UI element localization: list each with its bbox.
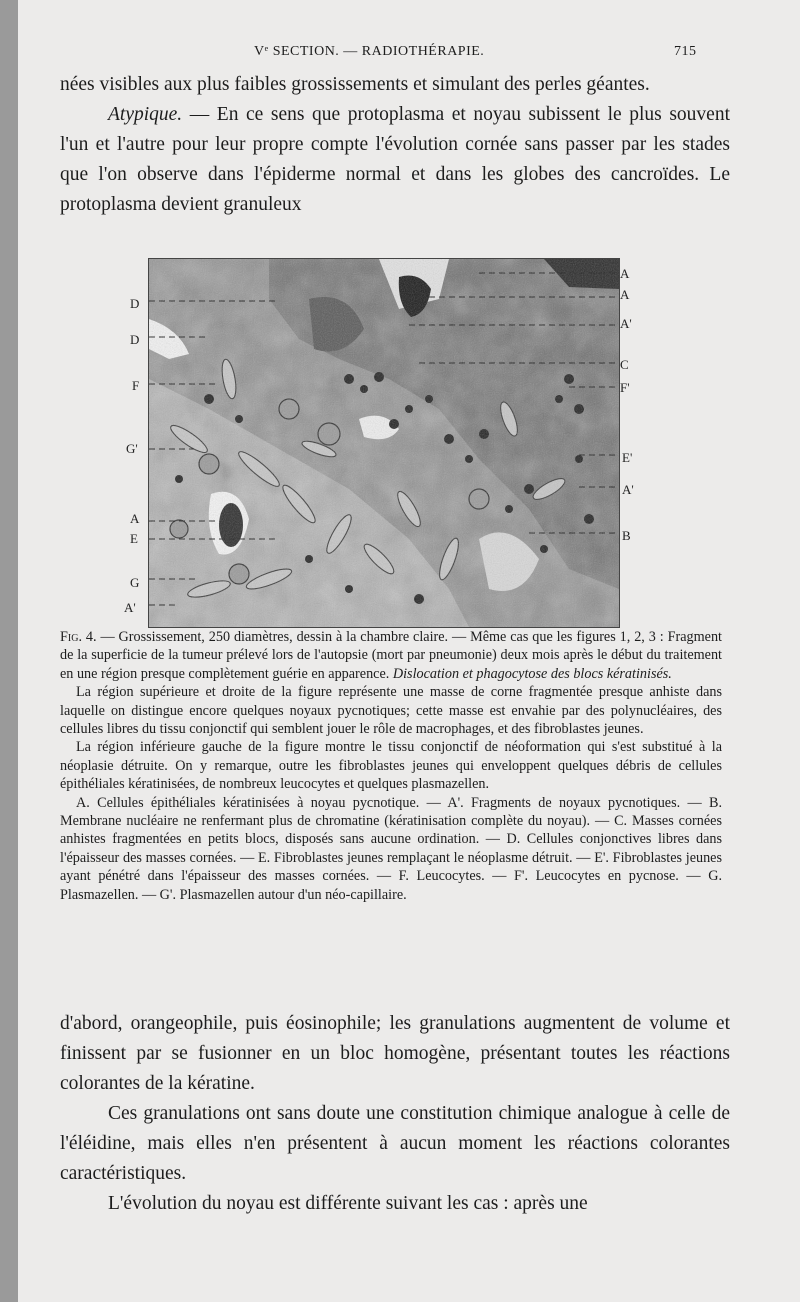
caption-legend: A. Cellules épithéliales kératinisées à noyau pycnotique. — A'. Fragments de noyaux pycnotiques. — B. Membrane nucléaire ne renfermant plus de chromatine (kératinisation complète du noyau). — C. Masses cornées anhistes fragmentées en petits blocs, disposés sans aucune ordination. — D. Cellules conjonctives libres dans l'épaisseur des masses cornées. — E. Fibroblastes jeunes remplaçant le néoplasme détruit. — E'. Fibroblastes jeunes ayant pénétré dans l'épaisseur des masses cornées. — F. Leucocytes. — F'. Leucocytes en pycnose. — G. Plasmazellen. — G'. Plasmazellen autour d'un néo-capillaire. xyxy=(60,794,722,903)
paragraph: L'évolution du noyau est différente suivant les cas : après une xyxy=(108,1193,588,1214)
figure-label-left: D xyxy=(130,296,140,311)
micrograph-drawing xyxy=(149,259,619,627)
figure-label-left: F xyxy=(132,378,140,393)
figure-caption xyxy=(60,628,722,904)
book-page xyxy=(18,0,800,1302)
figure-label-left: E xyxy=(130,531,138,546)
figure-label-right: E' xyxy=(622,450,633,465)
body-text-bottom xyxy=(60,1009,730,1219)
figure-label-left: G' xyxy=(126,441,138,456)
paragraph: Ces granulations ont sans doute une constitution chimique analogue à celle de l'éléidine, mais elles n'en présentent à aucun moment les réactions colorantes caractéristiques. xyxy=(60,1103,730,1184)
caption-paragraph: La région inférieure gauche de la figure montre le tissu conjonctif de néoformation qui s'est substitué à la néoplasie détruite. On y remarque, outre les fibroblastes jeunes qui enveloppent quelques débris de cellules épithéliales kératinisées, de nombreux leucocytes et quelques plasmazellen. xyxy=(60,739,722,793)
figure-label-left: G xyxy=(130,575,140,590)
figure-label-left: D xyxy=(130,332,140,347)
paragraph-continued: d'abord, orangeophile, puis éosinophile; les granulations augmentent de volume et finissent par se fusionner en un bloc homogène, présentant toutes les réactions colorantes de la kératine. xyxy=(60,1013,730,1094)
paragraph-text: — En ce sens que protoplasma et noyau subissent le plus souvent l'un et l'autre pour leur propre compte l'évolution cornée sans passer par les stades que l'on observe dans l'épiderme normal et dans les globes des cancroïdes. Le protoplasma devient granuleux xyxy=(60,104,730,215)
caption-paragraph: La région supérieure et droite de la figure représente une masse de corne fragmentée presque anhiste dans laquelle on distingue encore quelques noyaux pycnotiques; cette masse est envahie par des polynucléaires, des cellules libres du tissu conjonctif qui semblent jouer le rôle de macrophages, et des fibroblastes jeunes. xyxy=(60,684,722,738)
figure-label-right: A xyxy=(620,287,630,302)
caption-lead-text: — Grossissement, 250 diamètres, dessin à la chambre claire. — Même cas que les figures 1, 2, 3 : Fragment de la superficie de la tumeur prélevé lors de l'autopsie (mort par pneumonie) deux mois après le début du traitement en une région presque complètement guérie en apparence. xyxy=(60,629,722,682)
caption-lead-italic: Dislocation et phagocytose des blocs kératinisés. xyxy=(392,665,672,682)
micrograph-figure xyxy=(148,258,620,628)
figure-label-right: A xyxy=(620,266,630,281)
figure-label-right: A' xyxy=(620,316,632,331)
figure-label-right: C xyxy=(620,357,629,372)
figure-label-left: A' xyxy=(124,600,136,615)
figure-label-left: A xyxy=(130,511,140,526)
paragraph-term: Atypique. xyxy=(108,104,183,125)
page-number: 715 xyxy=(674,44,697,59)
figure-label-right: F' xyxy=(620,380,630,395)
body-text-top xyxy=(60,70,730,220)
figure-label-right: B xyxy=(622,528,631,543)
figure-label-right: A' xyxy=(622,482,634,497)
running-head xyxy=(18,44,800,66)
paragraph-continued: nées visibles aux plus faibles grossissements et simulant des perles géantes. xyxy=(60,74,650,95)
running-title: Vᵉ SECTION. — RADIOTHÉRAPIE. xyxy=(254,44,485,59)
figure-number: Fig. 4. xyxy=(60,629,97,645)
caption-lead xyxy=(60,628,722,683)
paragraph-atypique xyxy=(60,100,730,220)
